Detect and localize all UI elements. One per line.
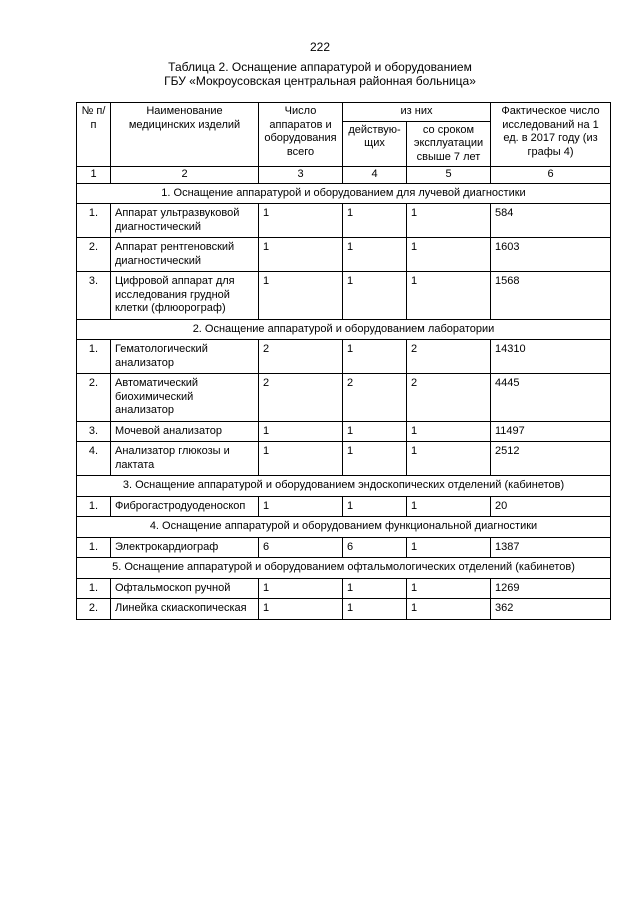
- row-total: 2: [259, 374, 343, 422]
- table-row: [77, 496, 611, 517]
- row-name: Офтальмоскоп ручной: [111, 578, 259, 599]
- row-active: 1: [343, 599, 407, 620]
- row-active: 1: [343, 272, 407, 320]
- row-name: Автоматический биохимический анализатор: [111, 374, 259, 422]
- page-number: 222: [309, 40, 331, 54]
- row-index: 2.: [77, 599, 111, 620]
- row-active: 1: [343, 496, 407, 517]
- row-active: 1: [343, 442, 407, 476]
- row-name: Анализатор глюкозы и лактата: [111, 442, 259, 476]
- row-total: 1: [259, 238, 343, 272]
- row-index: 1.: [77, 496, 111, 517]
- row-total: 1: [259, 204, 343, 238]
- section-title: 5. Оснащение аппаратурой и оборудованием офтальмологических отделений (кабинетов): [77, 558, 611, 579]
- section-row: [77, 476, 611, 497]
- row-name: Аппарат рентгеновский диагностический: [111, 238, 259, 272]
- table-row: [77, 442, 611, 476]
- row-actual: 14310: [491, 340, 611, 374]
- section-title: 2. Оснащение аппаратурой и оборудованием лаборатории: [77, 319, 611, 340]
- title-line-2: ГБУ «Мокроусовская центральная районная больница»: [164, 74, 476, 88]
- row-total: 1: [259, 272, 343, 320]
- header-old: со сроком эксплуатации свыше 7 лет: [407, 121, 491, 167]
- row-name: Линейка скиаскопическая: [111, 599, 259, 620]
- column-number: 1: [77, 167, 111, 184]
- row-total: 2: [259, 340, 343, 374]
- equipment-table: [76, 102, 611, 620]
- row-old: 1: [407, 578, 491, 599]
- table-row: [77, 204, 611, 238]
- row-index: 1.: [77, 537, 111, 558]
- row-old: 1: [407, 238, 491, 272]
- row-index: 1.: [77, 204, 111, 238]
- row-old: 2: [407, 374, 491, 422]
- row-actual: 11497: [491, 421, 611, 442]
- row-index: 1.: [77, 340, 111, 374]
- row-actual: 1387: [491, 537, 611, 558]
- row-total: 1: [259, 496, 343, 517]
- title-line-1: Таблица 2. Оснащение аппаратурой и оборудованием: [168, 60, 472, 74]
- column-number: 4: [343, 167, 407, 184]
- row-actual: 362: [491, 599, 611, 620]
- row-old: 1: [407, 272, 491, 320]
- section-title: 1. Оснащение аппаратурой и оборудованием для лучевой диагностики: [77, 183, 611, 204]
- section-row: [77, 558, 611, 579]
- table-row: [77, 238, 611, 272]
- row-actual: 4445: [491, 374, 611, 422]
- table-row: [77, 599, 611, 620]
- row-index: 3.: [77, 421, 111, 442]
- row-total: 1: [259, 599, 343, 620]
- table-title: [0, 60, 640, 88]
- section-row: [77, 319, 611, 340]
- header-num: № п/п: [77, 103, 111, 167]
- column-number: 3: [259, 167, 343, 184]
- row-name: Гематологический анализатор: [111, 340, 259, 374]
- header-name: Наименование медицинских изделий: [111, 103, 259, 167]
- row-active: 1: [343, 204, 407, 238]
- row-total: 6: [259, 537, 343, 558]
- row-index: 1.: [77, 578, 111, 599]
- row-index: 2.: [77, 374, 111, 422]
- row-old: 1: [407, 496, 491, 517]
- table-row: [77, 374, 611, 422]
- section-title: 4. Оснащение аппаратурой и оборудованием функциональной диагностики: [77, 517, 611, 538]
- row-name: Аппарат ультразвуковой диагностический: [111, 204, 259, 238]
- row-actual: 1568: [491, 272, 611, 320]
- header-active: действую-щих: [343, 121, 407, 167]
- header-actual: Фактическое число исследований на 1 ед. в 2017 году (из графы 4): [491, 103, 611, 167]
- row-actual: 1269: [491, 578, 611, 599]
- row-active: 1: [343, 238, 407, 272]
- section-row: [77, 517, 611, 538]
- header-count: Число аппаратов и оборудования всего: [259, 103, 343, 167]
- row-name: Фиброгастродуоденоскоп: [111, 496, 259, 517]
- row-index: 2.: [77, 238, 111, 272]
- row-active: 1: [343, 578, 407, 599]
- section-title: 3. Оснащение аппаратурой и оборудованием эндоскопических отделений (кабинетов): [77, 476, 611, 497]
- row-actual: 584: [491, 204, 611, 238]
- row-old: 1: [407, 204, 491, 238]
- column-number-row: [77, 167, 611, 184]
- row-active: 1: [343, 340, 407, 374]
- row-old: 1: [407, 421, 491, 442]
- table-row: [77, 421, 611, 442]
- row-old: 1: [407, 442, 491, 476]
- column-number: 6: [491, 167, 611, 184]
- row-active: 2: [343, 374, 407, 422]
- row-total: 1: [259, 421, 343, 442]
- row-index: 3.: [77, 272, 111, 320]
- table-row: [77, 537, 611, 558]
- column-number: 5: [407, 167, 491, 184]
- row-name: Мочевой анализатор: [111, 421, 259, 442]
- row-active: 1: [343, 421, 407, 442]
- row-old: 1: [407, 537, 491, 558]
- table-row: [77, 272, 611, 320]
- row-total: 1: [259, 442, 343, 476]
- column-number: 2: [111, 167, 259, 184]
- row-index: 4.: [77, 442, 111, 476]
- header-of-them: из них: [343, 103, 491, 122]
- table-row: [77, 340, 611, 374]
- row-name: Цифровой аппарат для исследования грудной клетки (флюорограф): [111, 272, 259, 320]
- row-total: 1: [259, 578, 343, 599]
- section-row: [77, 183, 611, 204]
- row-name: Электрокардиограф: [111, 537, 259, 558]
- row-active: 6: [343, 537, 407, 558]
- row-actual: 20: [491, 496, 611, 517]
- row-old: 1: [407, 599, 491, 620]
- row-actual: 1603: [491, 238, 611, 272]
- table-row: [77, 578, 611, 599]
- table-body: [77, 183, 611, 619]
- row-old: 2: [407, 340, 491, 374]
- row-actual: 2512: [491, 442, 611, 476]
